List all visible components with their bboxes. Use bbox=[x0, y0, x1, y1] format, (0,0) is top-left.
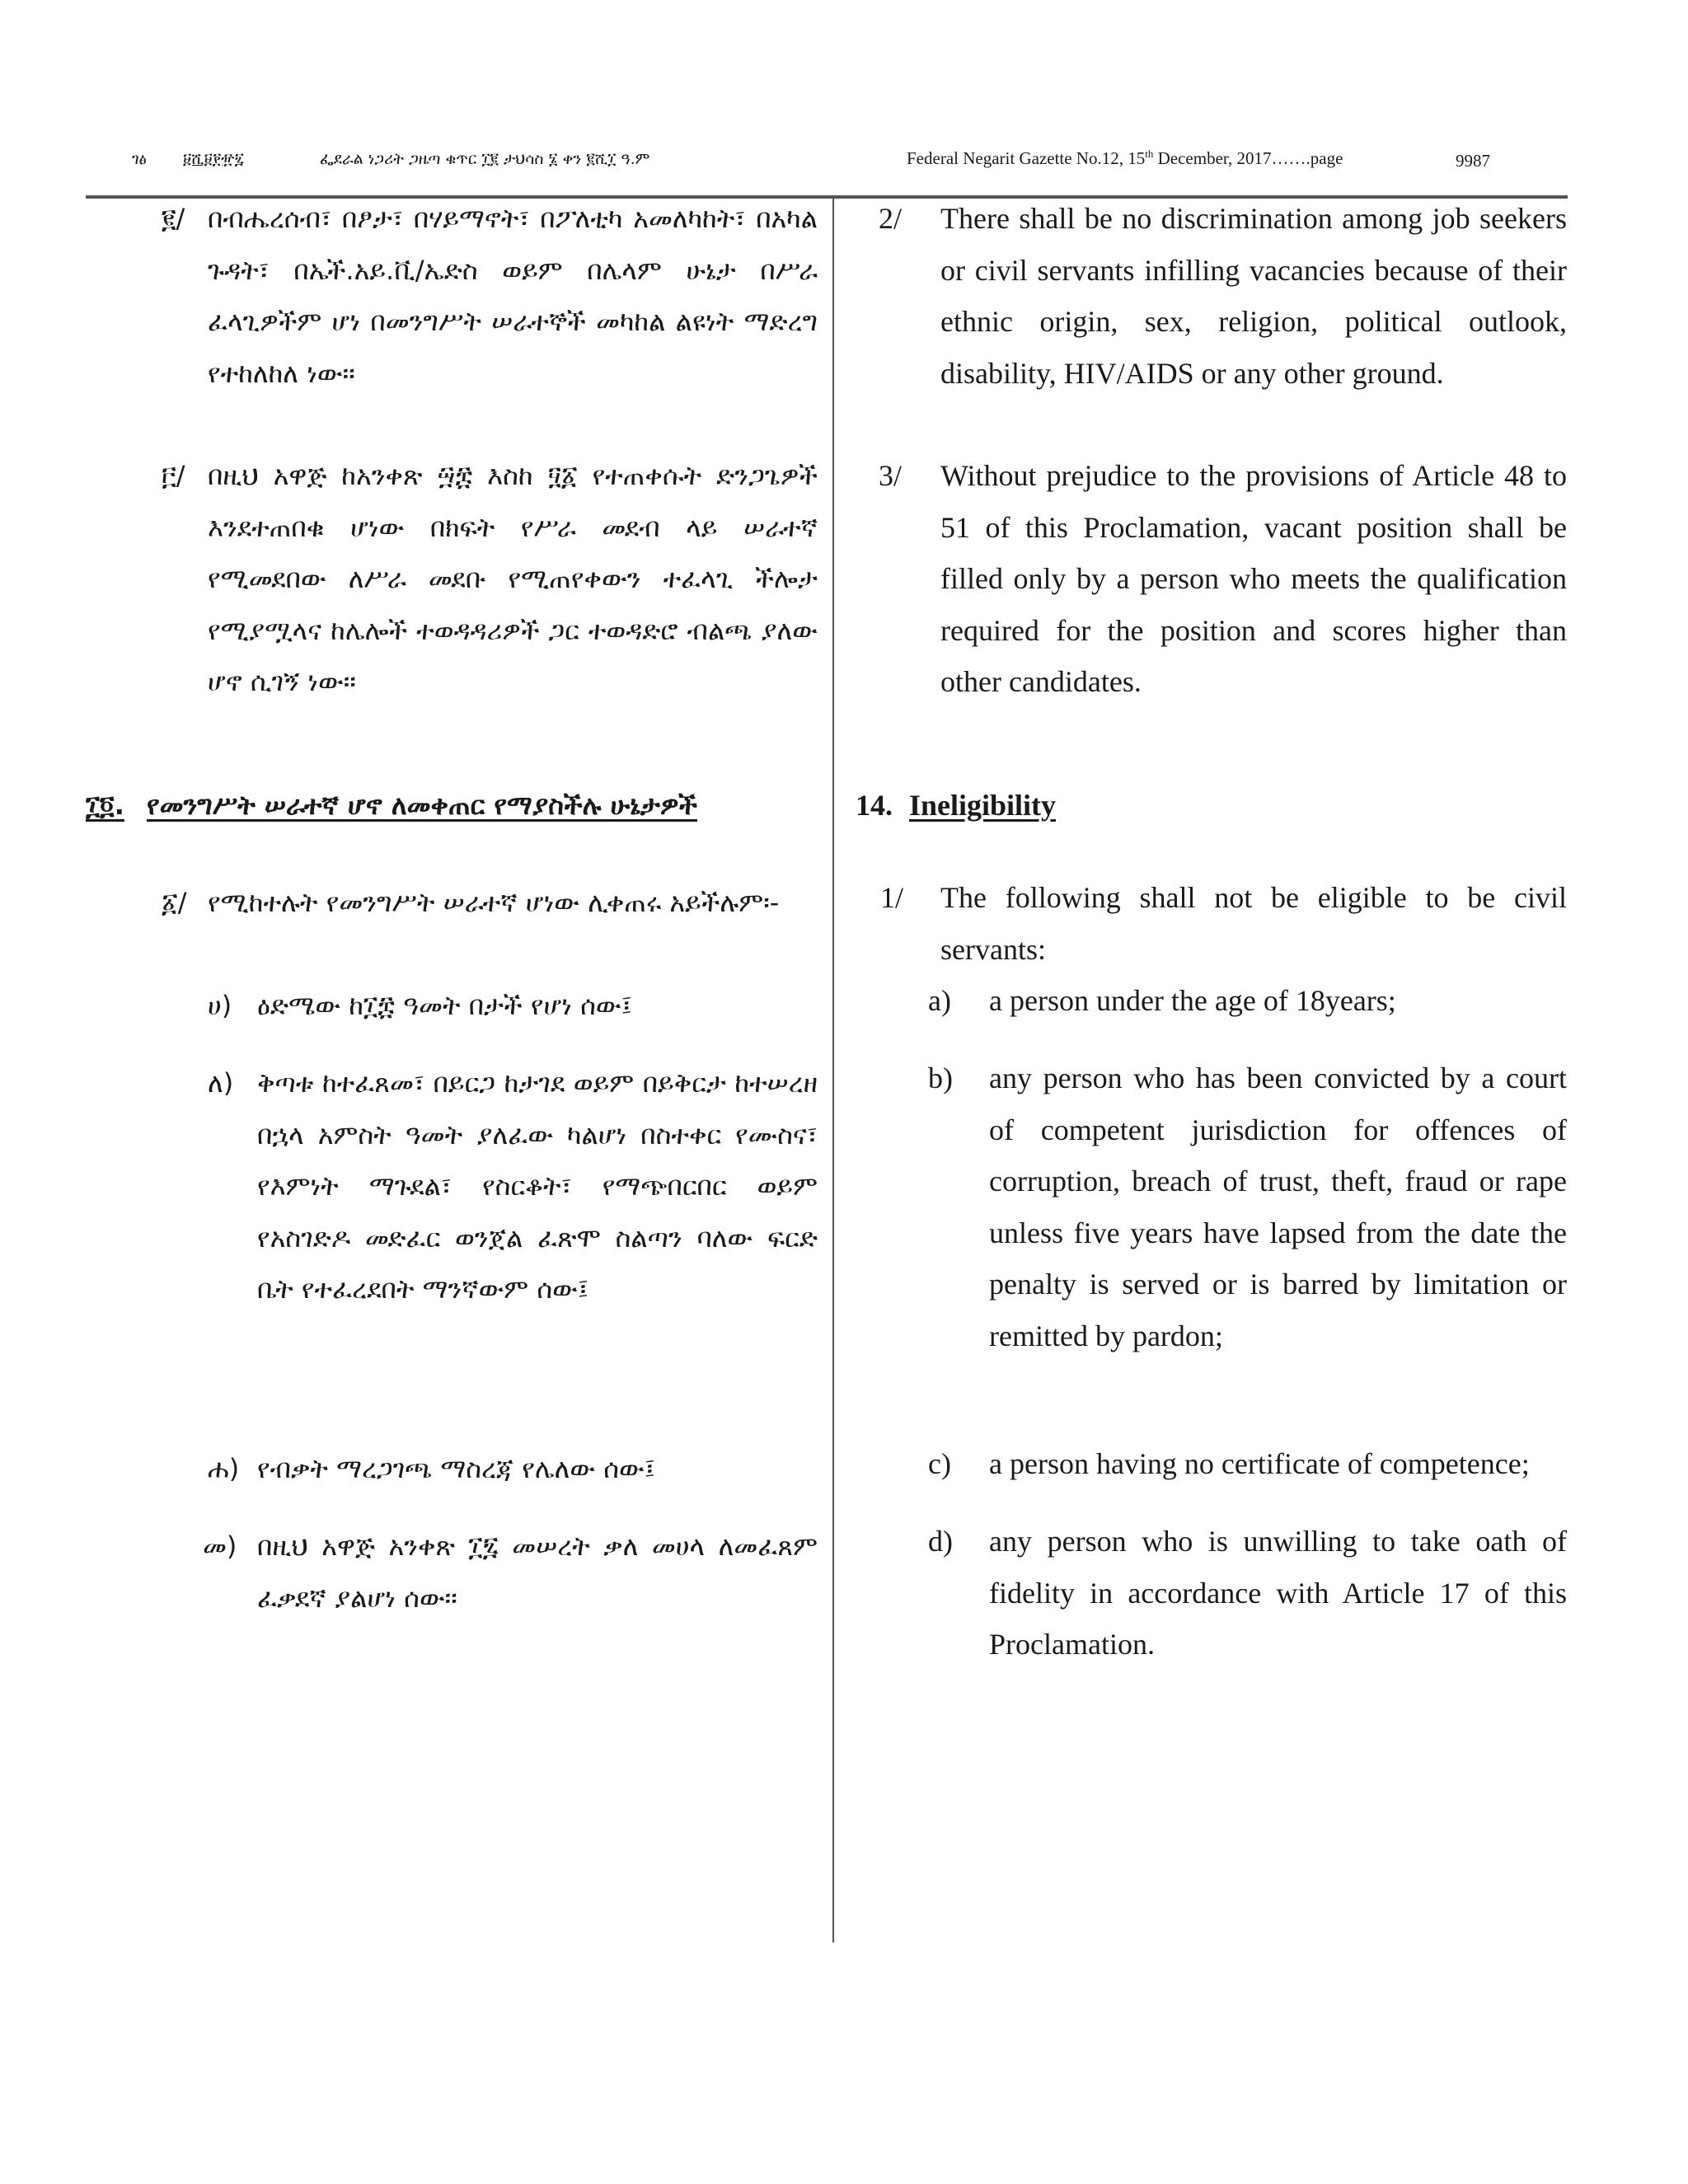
en-article-title bbox=[909, 780, 1056, 832]
am-item-a-text: ዕድሜው ከ፲፰ ዓመት በታች የሆነ ሰው፤ bbox=[257, 990, 632, 1021]
am-sub1-number: ፩/ bbox=[162, 887, 187, 918]
am-item-c-text: የብቃት ማረጋገጫ ማስረጃ የሌለው ሰው፤ bbox=[257, 1453, 655, 1484]
en-item3-text: Without prejudice to the provisions of Article 48 to 51 of this Proclamation, vacant position shall be filled only by a person who meets the qualification required for the position and scores higher than other candidates. bbox=[940, 459, 1567, 698]
header-page-number-amharic: ፱ሺ፱፻፹፯ bbox=[183, 150, 244, 168]
en-article-title-text: Ineligibility bbox=[909, 789, 1057, 822]
en-sub1-text: The following shall not be eligible to be civil servants: bbox=[940, 881, 1567, 966]
en-sub1-number: 1/ bbox=[880, 881, 904, 914]
column-divider bbox=[832, 199, 834, 1943]
header-title-english-sup: th bbox=[1145, 148, 1154, 160]
am-article-number: ፲፬. bbox=[86, 790, 124, 821]
en-item-b-text: any person who has been convicted by a court of competent jurisdiction for offences of corruption, breach of trust, theft, fraud or rape unless five years have lapsed from the date the penalty is served or is barred by limitation or remitted by pardon; bbox=[989, 1062, 1567, 1352]
am-sub1-text: የሚከተሉት የመንግሥት ሠራተኛ ሆነው ሊቀጠሩ አይችሉም፡- bbox=[208, 887, 780, 918]
en-item-c-number: c) bbox=[928, 1447, 951, 1480]
header-title-english-main: Federal Negarit Gazette No.12, 15 bbox=[907, 148, 1146, 168]
header-title-english-tail: December, 2017…….page bbox=[1153, 148, 1343, 168]
en-article-number: 14. bbox=[856, 789, 893, 822]
en-item-b-number: b) bbox=[928, 1062, 953, 1094]
header-page-number-english: 9987 bbox=[1456, 151, 1490, 171]
header-page-label: ገፅ bbox=[132, 150, 147, 168]
en-item-a-text: a person under the age of 18years; bbox=[989, 984, 1396, 1017]
header-title-amharic: ፌደራል ነጋሪት ጋዜጣ ቁጥር ፲፪ ታህሳስ ፮ ቀን ፪ሺ፲ ዓ.ም bbox=[320, 150, 650, 168]
am-item2-text: በብሔረሰብ፣ በፆታ፣ በሃይማኖት፣ በፖለቲካ አመለካከት፣ በአካል ጉዳት፣ በኤች.አይ.ቪ/ኤድስ ወይም በሌላም ሁኔታ በሥራ ፈላጊዎችም ሆነ በመንግሥት ሠራተኞች መካከል ልዩነት ማድረግ የተከለከለ ነው፡፡ bbox=[208, 203, 818, 389]
am-item3-text: በዚህ አዋጅ ከአንቀጽ ፵፰ እስከ ፶፩ የተጠቀሱት ድንጋጌዎች እንደተጠበቁ ሆነው በክፍት የሥራ መደብ ላይ ሠራተኛ የሚመደበው ለሥራ መደቡ የሚጠየቀውን ተፈላጊ ችሎታ የሚያሟላና ከሌሎች ተወዳዳሪዎች ጋር ተወዳድሮ ብልጫ ያለው ሆኖ ሲገኝ ነው፡፡ bbox=[208, 460, 818, 697]
am-item-b-text: ቅጣቱ ከተፈጸመ፣ በይርጋ ከታገደ ወይም በይቅርታ ከተሠረዘ በኋላ አምስት ዓመት ያለፈው ካልሆነ በስተቀር የሙስና፣ የእምነት ማጉደል፣ የስርቆት፣ የማጭበርበር ወይም የአስገድዶ መድፈር ወንጀል ፈጽሞ ስልጣን ባለው ፍርድ ቤት የተፈረደበት ማንኛውም ሰው፤ bbox=[257, 1067, 818, 1305]
am-item2-number: ፪/ bbox=[162, 203, 185, 234]
en-item-c-text: a person having no certificate of competence; bbox=[989, 1447, 1530, 1480]
am-item-c-number: ሐ) bbox=[208, 1453, 240, 1484]
am-item-d-text: በዚህ አዋጅ አንቀጽ ፲፯ መሠረት ቃለ መሀላ ለመፈጸም ፈቃደኛ ያልሆነ ሰው፡፡ bbox=[257, 1530, 818, 1614]
en-item2-text: There shall be no discrimination among job seekers or civil servants infilling vacancies because of their ethnic origin, sex, religion, political outlook, disability, HIV/AIDS or any other ground. bbox=[940, 202, 1567, 390]
en-item-d-text: any person who is unwilling to take oath of fidelity in accordance with Article 17 of this Proclamation. bbox=[989, 1525, 1567, 1661]
am-item-d-number: መ) bbox=[203, 1530, 237, 1562]
en-item-d-number: d) bbox=[928, 1525, 953, 1558]
am-item3-number: ፫/ bbox=[162, 460, 185, 491]
en-item-a-number: a) bbox=[928, 984, 951, 1017]
header-title-english bbox=[907, 148, 1343, 169]
en-item2-number: 2/ bbox=[879, 202, 903, 235]
am-item-a-number: ሀ) bbox=[208, 990, 232, 1021]
en-item3-number: 3/ bbox=[879, 459, 903, 492]
am-item-b-number: ለ) bbox=[208, 1067, 234, 1099]
am-article-title: የመንግሥት ሠራተኛ ሆኖ ለመቀጠር የማያስችሉ ሁኔታዎች bbox=[147, 790, 698, 821]
